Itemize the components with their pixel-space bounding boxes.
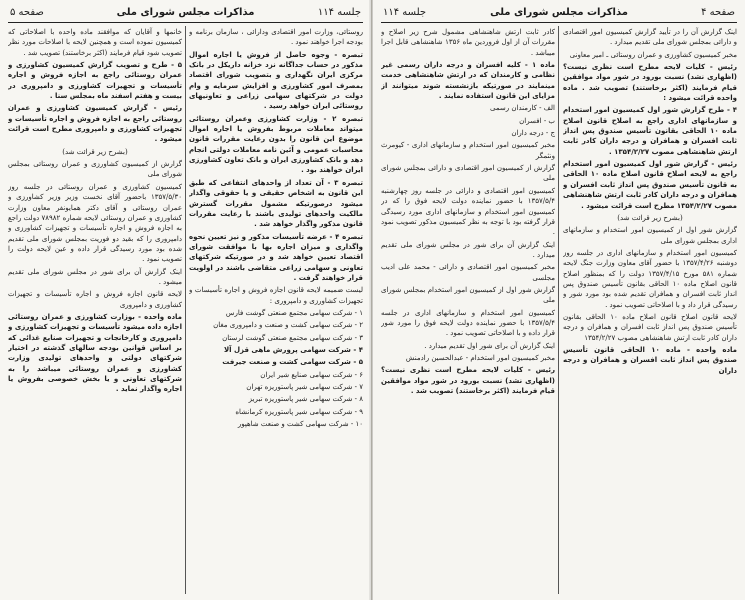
paragraph: ۱۰ - شرکت سهامی کشت و صنعت شاهپور xyxy=(237,420,363,429)
page-header xyxy=(381,5,737,23)
page-number: صفحه ۵ xyxy=(10,7,44,18)
paragraph: مخبر کمیسیون امور استخدام و سازمانهای اداری - کیومرث ونثمگر xyxy=(381,141,555,160)
paragraph: گزارش از کمیسیون کشاورزی و عمران روستائی بمجلس شورای ملی xyxy=(8,160,182,179)
column-divider xyxy=(185,26,186,594)
paragraph: ۴ - طرح گزارش شور اول کمیسیون امور استخدام و سازمانهای اداری راجع به اصلاح قانون اصلاح ماده ۱۰ الحاقی بقانون تأسیس صندوق پس انداز ثابت افسران و همافران و درجه داران کادر ثابت ارتش شاهنشاهی مصوب ۱۳۵۴/۲/۲۷ . xyxy=(563,106,737,156)
paragraph: روستائی، وزارت امور اقتصادی ودارائی ، سازمان برنامه و بودجه اجرا خواهند نمود . xyxy=(189,28,363,47)
paragraph: ماده ۱ - کلیه افسران و درجه داران رسمی غیر نظامی و کارمندان که در ارتش شاهنشاهی خدمت مینمایند در صورتیکه بازنشسته شوند میتوانند از مزایای این قانون استفاده نمایند . xyxy=(381,61,555,101)
paragraph: ۹ - شرکت سهامی شیر پاستوریزه کرمانشاه xyxy=(235,407,363,416)
paragraph: ماده واحده - ماده ۱۰ الحاقی قانون تأسیس صندوق پس انداز ثابت افسران و همافران و درجه داران xyxy=(563,345,737,375)
paragraph: ب - افسران xyxy=(519,116,555,125)
text-column-left xyxy=(381,27,555,594)
paragraph: ۵ - شرکت سهامی کشت و صنعت جیرفت xyxy=(222,358,363,367)
text-column-right xyxy=(189,27,363,594)
page-title: مذاکرات مجلس شورای ملی xyxy=(490,7,628,18)
column-divider xyxy=(558,26,559,594)
paragraph: ۴ - شرکت سهامی پرورش ماهی قزل آلا xyxy=(223,345,363,354)
paragraph: تبصره ۳ - آن تعداد از واحدهای انتفاعی که طبق این قانون به اشخاص حقیقی و یا حقوقی واگذار میشود درصورتیکه مشمول مقررات گسترش مالکیت واحدهای تولیدی باشند با رعایت مقررات قانون مذکور واگذار خواهد شد . xyxy=(189,178,363,229)
page-title: مذاکرات مجلس شورای ملی xyxy=(116,7,255,18)
session-number: جلسه ۱۱۴ xyxy=(317,7,361,18)
paragraph: ج - درجه داران xyxy=(511,129,555,138)
session-number: جلسه ۱۱۴ xyxy=(383,7,427,18)
paragraph: رئیس - کلیات لایحه مطرح است نظری نیست؟ (اظهاری نشد) نسبت بورود در شور مواد موافقین قیام فرمایند (اکثر برخاستند) تصویب شد . ماده واحده قرائت میشود : xyxy=(563,63,737,103)
paragraph: مخبر کمیسیون امور اقتصادی و دارائی - محمد علی ادیب مجلسی xyxy=(381,263,555,282)
paragraph: اینک گزارش آن برای شور در مجلس شورای ملی تقدیم میدارد . xyxy=(381,240,555,259)
text-column-left xyxy=(8,27,182,594)
paragraph: لایحه قانون اصلاح قانون اصلاح ماده ۱۰ الحاقی بقانون تأسیس صندوق پس انداز ثابت افسران و همافران و درجه داران کادر ثابت ارتش شاهنشاهی مصوب ۱۳۵۴/۲/۲۷ xyxy=(563,312,737,342)
paragraph: رئیس - کلیات لایحه مطرح است نظری نیست؟ (اظهاری نشد) نسبت بورود در شور مواد موافقین قیام فرمایند (اکثر برخاستند) تصویب شد . xyxy=(381,366,555,395)
paragraph: کادر ثابت ارتش شاهنشاهی مشمول شرح زیر اصلاح و مقررات آن از اول فروردین ماه ۱۳۵۶ شاهنشاهی قابل اجرا میباشد . xyxy=(381,28,555,57)
paragraph: لیست ضمیمه لایحه قانون اجازه فروش و اجاره تأسیسات و تجهیزات کشاورزی و دامپروری : xyxy=(189,286,363,305)
paragraph: ۸ - شرکت سهامی شیر پاستوریزه تبریز xyxy=(248,395,363,404)
paragraph: ۶ - شرکت سهامی صنایع شیر ایران xyxy=(260,370,363,379)
paragraph: ماده واحده - بوزارت کشاورزی و عمران روستائی اجازه داده میشود تأسیسات و تجهیزات کشاورزی و دامپروری و کارخانجات و تجهیزات صنایع غذائی که بر اساس قوانین بودجه سالهای گذشته در اختیار شرکتهای دولتی و واحدهای تولیدی وزارت کشاورزی و عمران روستائی میباشد را به شرکتهای تعاونی و یا بخش خصوصی بفروش یا اجاره واگذار نماید . xyxy=(8,312,182,394)
paragraph: کمیسیون امور اقتصادی و دارائی در جلسه روز چهارشنبه ۱۳۵۷/۵/۴ با حضور نماینده دولت لایحه فوق را که در کمیسیون امور استخدام و سازمانهای اداری مورد رسیدگی قرار گرفته بود با توجه به نظر کمیسیون مذکور تصویب نمود . xyxy=(381,186,555,237)
page-number: صفحه ۴ xyxy=(701,7,735,18)
paragraph: تبصره - وجوه حاصل از فروش یا اجاره اموال مذکور در حساب جداگانه نزد خزانه داریکل در بانک مرکزی ایران نگهداری و بتصویب شورای اقتصاد بمصرف امور کشاورزی و افزایش سرمایه و وام دولت در شرکتهای سهامی زراعی و تعاونیهای روستائی ایران خواهد رسید . xyxy=(189,50,363,111)
paragraph: اینک گزارش آن برای شور در مجلس شورای ملی تقدیم میشود . xyxy=(8,267,182,286)
paragraph: مخبر کمیسیون امور استخدام - عبدالحسین رادمنش xyxy=(405,353,555,362)
right-page xyxy=(373,0,745,600)
paragraph: ۲ - شرکت سهامی کشت و صنعت و دامپروری مغان xyxy=(213,321,363,330)
paragraph: اینک گزارش آن را در تأیید گزارش کمیسیون امور اقتصادی و دارائی بمجلس شورای ملی تقدیم میدارد . xyxy=(563,28,737,47)
paragraph: کمیسیون امور استخدام و سازمانهای اداری در جلسه روز دوشنبه ۱۳۵۷/۴/۲۶ با حضور آقای معاون وزارت جنگ لایحه شماره ۵۸۱ مورخ ۱۳۵۷/۴/۱۵ دولت را که بمنظور اصلاح قانون اصلاح ماده ۱۰ الحاقی بقانون تأسیس صندوق پس انداز ثابت افسران و همافران تقدیم شده بود مورد شور و رسیدگی قرار داد و با اصلاحاتی تصویب نمود . xyxy=(563,248,737,309)
paragraph: ۵ - طرح و تصویب گزارش کمیسیون کشاورزی و عمران روستائی راجع به اجازه فروش و اجاره تأسیسات و تجهیزات کشاورزی و دامپروری در بیست و هفتم اسفند ماه بمجلس سنا . xyxy=(8,61,182,101)
left-page xyxy=(0,0,372,600)
paragraph: مخبر کمیسیون کشاورزی و عمران روستائی ـ امیر معاونی xyxy=(569,50,737,59)
paragraph: ۷ - شرکت سهامی شیر پاستوریزه تهران xyxy=(246,383,363,391)
paragraph: تبصره ۴ - عرضه تأسیسات مذکور و نیز تعیین نحوه واگذاری و میزان اجاره بها با موافقت شورای اقتصاد تعیین خواهد شد و در صورتیکه شرکتهای تعاونی و سهامی زراعی متقاضی باشند در اولویت قرار خواهند گرفت . xyxy=(189,232,363,282)
paragraph: ۱ - شرکت سهامی مجتمع صنعتی گوشت فارس xyxy=(225,308,363,317)
paragraph: تبصره ۲ - وزارت کشاورزی وعمران روستائی میتواند معاملات مربوط بفروش یا اجاره اموال موضوع این قانون را بدون رعایت مقررات قانون محاسبات عمومی و آئین نامه معاملات دولتی انجام دهد و بانک کشاورزی ایران و بانک تعاون کشاورزی ایران خواهند بود . xyxy=(189,114,363,175)
paragraph: کمیسیون کشاورزی و عمران روستائی در جلسه روز ۱۳۵۷/۵/۳۰ باحضور آقای نخست وزیر وزیر کشاورزی و عمران روستائی و آقای دکتر همایونفر معاون وزارت کشاورزی و عمران روستائی لایحه شماره ۷۸۹۸۲ دولت راجع به اجازه فروش و اجاره تأسیسات و تجهیزات کشاورزی و دامپروری را که بقید دو فوریت بمجلس شورای ملی تقدیم شده بود مورد رسیدگی قرار داده و عین لایحه دولت را تصویب نمود . xyxy=(8,182,182,264)
paragraph: کمیسیون امور استخدام و سازمانهای اداری در جلسه ۱۳۵۷/۵/۴ با حضور نماینده دولت لایحه فوق را مورد شور قرار داده و با اصلاحاتی تصویب نمود . xyxy=(381,308,555,338)
paragraph: خانمها و آقایان که موافقند ماده واحده با اصلاحاتی که کمیسیون نموده است و همچنین لایحه با اصلاحات مورد نظر تصویب شود قیام فرمایند (اکثر برخاستند) تصویب شد . xyxy=(8,28,182,57)
page-header xyxy=(8,5,363,23)
paragraph: رئیس - گزارش شور اول کمیسیون امور استخدام راجع به لایحه اصلاح قانون اصلاح ماده ۱۰ الحاقی به قانون تأسیس صندوق پس انداز ثابت افسران و همافران و درجه داران کادر ثابت ارتش شاهنشاهی مصوب ۱۳۵۴/۲/۲۷ مطرح است قرائت میشود . xyxy=(563,160,737,210)
paragraph: اینک گزارش آن برای شور اول تقدیم میدارد . xyxy=(424,341,555,350)
paragraph: گزارش شور اول از کمیسیون امور استخدام بمجلس شورای ملی xyxy=(381,285,555,305)
paragraph: ۳ - شرکت سهامی مجتمع صنعتی گوشت لرستان xyxy=(222,333,363,342)
paragraph: الف - کارمندان رسمی xyxy=(490,104,555,113)
paragraph: رئیس - گزارش کمیسیون کشاورزی و عمران روستائی راجع به اجازه فروش و اجاره تأسیسات و تجهیزات کشاورزی و دامپروری مطرح است قرائت میشود . xyxy=(8,104,182,144)
paragraph: (بشرح زیر قرائت شد) xyxy=(617,213,683,222)
paragraph: (بشرح زیر قرائت شد) xyxy=(62,147,128,156)
text-column-right xyxy=(563,27,737,594)
paragraph: لایحه قانون اجازه فروش و اجاره تأسیسات و تجهیزات کشاورزی و دامپروری xyxy=(8,290,182,309)
paragraph: گزارش شور اول از کمیسیون امور استخدام و سازمانهای اداری بمجلس شورای ملی xyxy=(563,226,737,245)
paragraph: گزارش از کمیسیون امور اقتصادی و دارائی بمجلس شورای ملی xyxy=(381,164,555,183)
